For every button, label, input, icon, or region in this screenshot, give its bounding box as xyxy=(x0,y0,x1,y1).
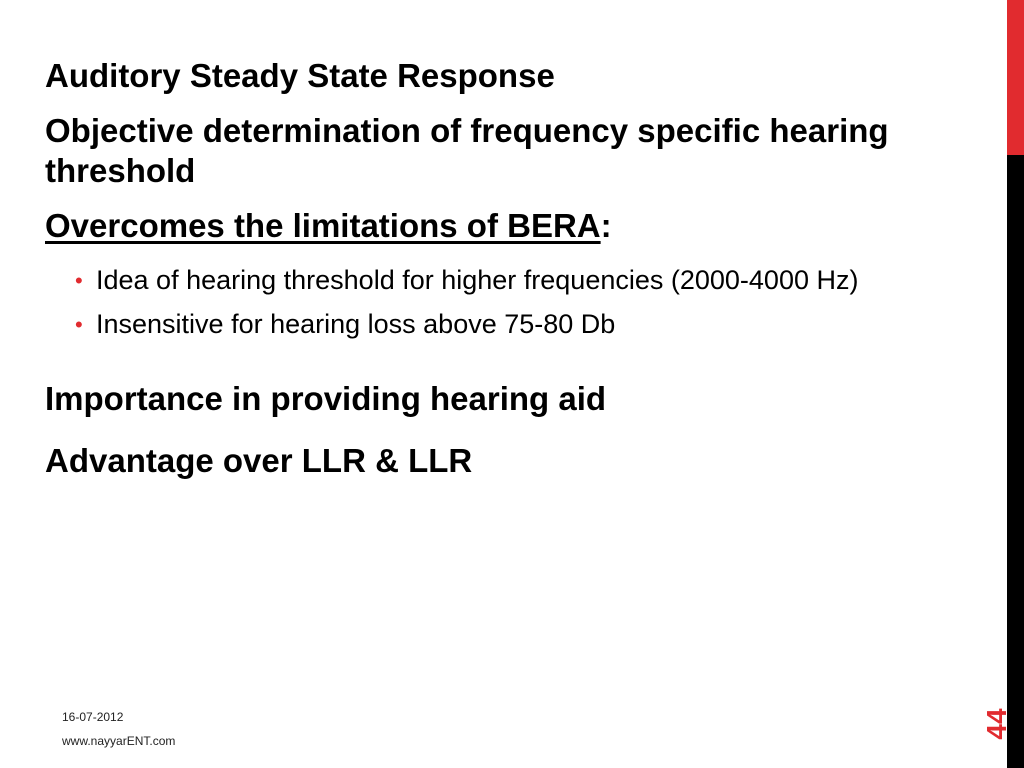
footer-url: www.nayyarENT.com xyxy=(62,734,176,748)
list-item xyxy=(75,306,945,343)
footer-date: 16-07-2012 xyxy=(62,710,124,724)
heading-limitations xyxy=(45,206,945,246)
side-accent-bar-black xyxy=(1007,155,1024,768)
bullet-icon: • xyxy=(75,268,83,293)
bullet-icon: • xyxy=(75,312,83,337)
side-accent-bar-red xyxy=(1007,0,1024,155)
heading-importance: Importance in providing hearing aid xyxy=(45,380,607,417)
list-item xyxy=(75,262,945,299)
slide-content xyxy=(45,56,945,481)
heading-assr: Auditory Steady State Response xyxy=(45,57,555,94)
heading-limitations-colon: : xyxy=(600,207,612,244)
slide-number: 44 xyxy=(981,708,1012,740)
heading-advantage: Advantage over LLR & LLR xyxy=(45,442,473,479)
heading-limitations-underlined: Overcomes the limitations of BERA xyxy=(45,207,601,244)
list-item-text: Idea of hearing threshold for higher frequencies (2000-4000 Hz) xyxy=(96,265,859,295)
list-item-text: Insensitive for hearing loss above 75-80 Db xyxy=(96,309,616,339)
heading-objective: Objective determination of frequency specific hearing threshold xyxy=(45,112,889,189)
limitations-list xyxy=(45,262,945,343)
